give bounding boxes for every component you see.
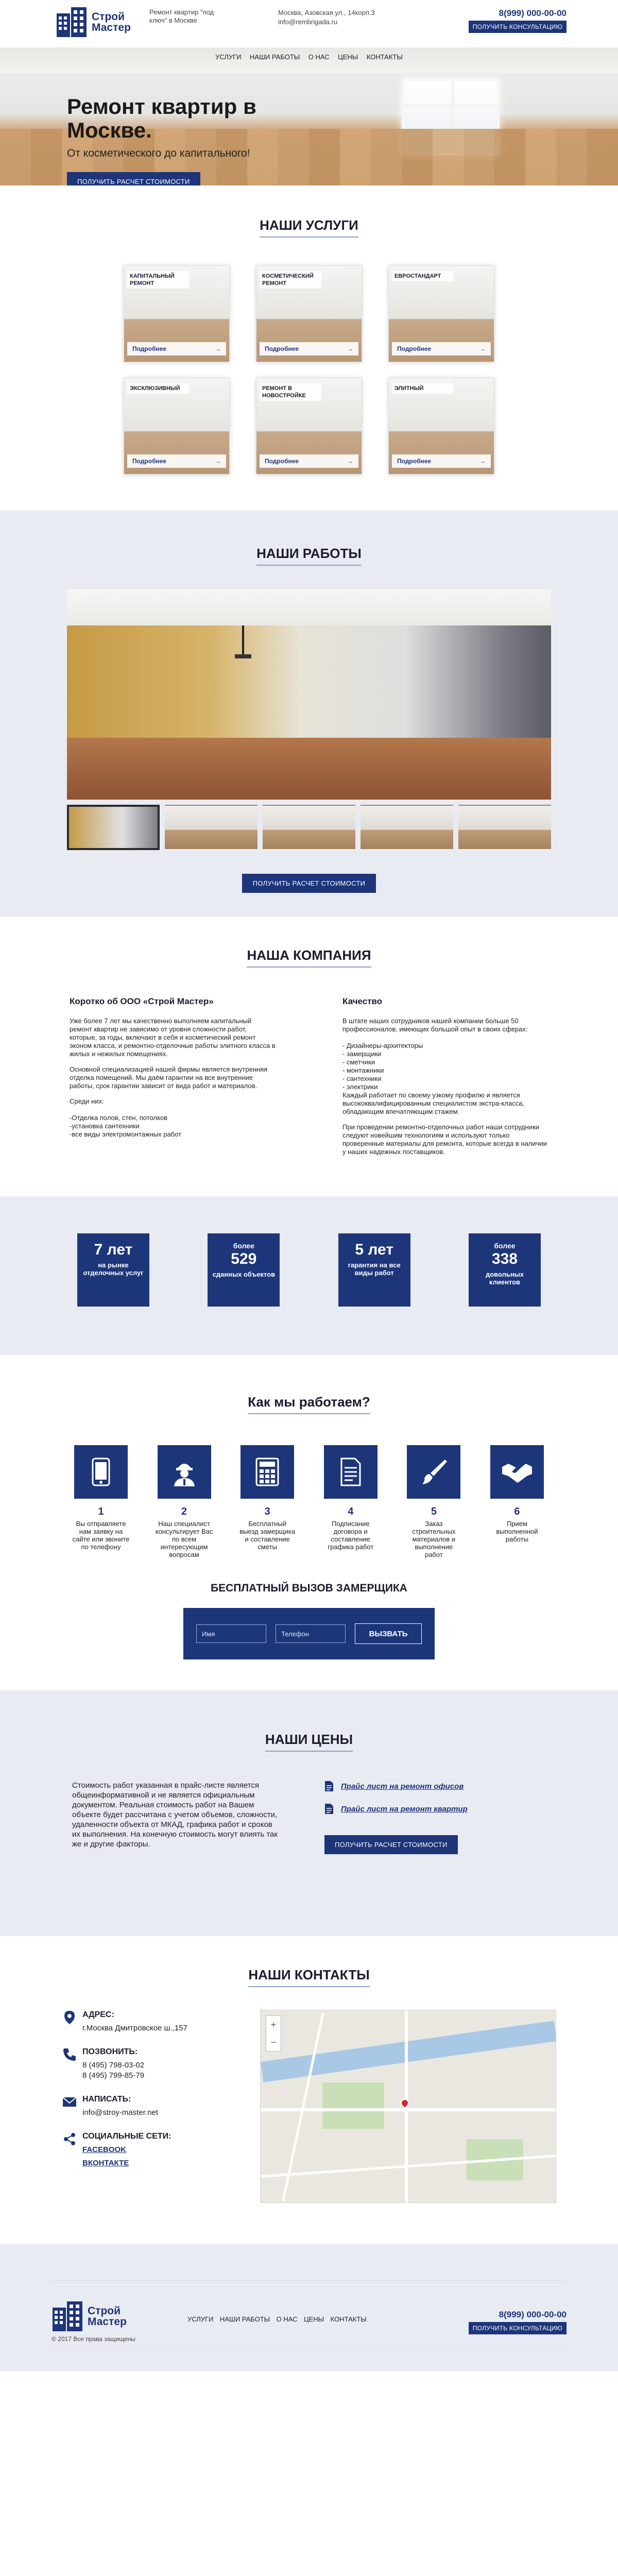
service-card-label: ЭКСКЛЮЗИВНЫЙ xyxy=(127,383,189,394)
how-title xyxy=(0,1394,618,1414)
services-section xyxy=(0,185,618,511)
header-email[interactable]: info@rembrigada.ru xyxy=(278,18,338,26)
company-columns xyxy=(70,997,548,1163)
logo-text xyxy=(92,11,131,33)
arrow-right-icon: → xyxy=(479,345,486,352)
zoom-out-icon[interactable]: − xyxy=(270,2037,277,2047)
service-card-capital[interactable] xyxy=(124,265,230,362)
contact-write-heading: НАПИСАТЬ: xyxy=(82,2095,131,2104)
arrow-right-icon: → xyxy=(347,457,353,465)
works-title xyxy=(0,546,618,566)
process-steps xyxy=(72,1445,546,1558)
service-card-exclusive[interactable] xyxy=(124,378,230,474)
contacts-info xyxy=(62,2010,232,2203)
works-photo-ceiling xyxy=(67,589,551,625)
contract-icon xyxy=(324,1445,377,1499)
nav-services[interactable]: УСЛУГИ xyxy=(215,53,242,61)
footer-phone[interactable]: 8(999) 000-00-00 xyxy=(499,2310,566,2319)
works-thumbnail[interactable] xyxy=(263,805,355,850)
works-title-accent: РАБОТЫ xyxy=(302,546,362,561)
phone-icon xyxy=(74,1445,128,1499)
location-map[interactable] xyxy=(260,2010,556,2203)
stat-years xyxy=(77,1233,149,1307)
service-card-label: ЭЛИТНЫЙ xyxy=(392,383,454,394)
contact-social-body xyxy=(82,2131,171,2168)
header-contact xyxy=(469,8,566,33)
footer-contact xyxy=(469,2310,566,2334)
hero-content xyxy=(67,95,335,185)
location-pin-icon xyxy=(62,2010,77,2025)
contact-call-heading: ПОЗВОНИТЬ: xyxy=(82,2047,138,2056)
contact-email-value[interactable]: info@stroy-master.net xyxy=(82,2108,158,2117)
step-text: Подписание договора и составление графика работ xyxy=(328,1520,374,1551)
price-list-offices-link[interactable] xyxy=(324,1781,546,1792)
hero-cta-button[interactable]: ПОЛУЧИТЬ РАСЧЕТ СТОИМОСТИ xyxy=(67,172,200,185)
works-thumbnails xyxy=(67,805,551,850)
service-card-label: ЕВРОСТАНДАРТ xyxy=(392,271,454,281)
contact-social-heading: СОЦИАЛЬНЫЕ СЕТИ: xyxy=(82,2132,171,2141)
company-about-column xyxy=(70,997,276,1163)
service-more-label: Подробнее xyxy=(397,345,432,352)
service-card-label: РЕМОНТ В НОВОСТРОЙКЕ xyxy=(260,383,321,401)
map-park xyxy=(322,2082,384,2129)
share-icon xyxy=(62,2131,77,2147)
step-text: Заказ строительных материалов и выполнение работ xyxy=(412,1520,456,1558)
map-road xyxy=(261,2108,556,2111)
zoom-in-icon[interactable]: + xyxy=(270,2019,277,2030)
process-step xyxy=(322,1445,380,1558)
works-thumbnail[interactable] xyxy=(360,805,453,850)
logo-building-icon xyxy=(56,6,88,38)
calculator-icon xyxy=(241,1445,294,1499)
company-section xyxy=(0,917,618,1196)
prices-cta-button[interactable]: ПОЛУЧИТЬ РАСЧЕТ СТОИМОСТИ xyxy=(324,1835,458,1854)
step-text: Прием выполненной работы xyxy=(496,1520,538,1543)
price-link-label: Прайс лист на ремонт офисов xyxy=(341,1782,464,1791)
service-card-eurostandard[interactable] xyxy=(388,265,494,362)
map-zoom-controls xyxy=(266,2015,281,2052)
callback-title: БЕСПЛАТНЫЙ ВЫЗОВ ЗАМЕРЩИКА xyxy=(211,1582,407,1594)
vkontakte-link[interactable]: ВКОНТАКТЕ xyxy=(82,2159,129,2167)
services-title-text xyxy=(260,217,358,238)
envelope-icon xyxy=(62,2094,77,2110)
header-phone[interactable]: 8(999) 000-00-00 xyxy=(499,8,566,18)
prices-links xyxy=(324,1781,546,1854)
site-header xyxy=(0,0,618,47)
company-about-heading: Коротко об ООО «Строй Мастер» xyxy=(70,996,214,1006)
step-number: 5 xyxy=(431,1506,437,1517)
service-card-cosmetic[interactable] xyxy=(256,265,362,362)
service-more-label: Подробнее xyxy=(265,457,299,465)
service-card-newbuild[interactable] xyxy=(256,378,362,474)
contact-email-body xyxy=(82,2094,158,2118)
stat-objects xyxy=(208,1233,280,1307)
facebook-link[interactable]: FACEBOOK xyxy=(82,2145,127,2154)
nav-works[interactable]: НАШИ РАБОТЫ xyxy=(249,53,300,61)
step-text: Наш специалист консультирует Вас по всем интересующим вопросам xyxy=(155,1520,213,1558)
works-photo-floor xyxy=(67,738,551,800)
stat-prefix: более xyxy=(233,1242,254,1250)
process-step xyxy=(72,1445,130,1558)
company-about-p2: Основной специализацией нашей фирмы является внутренняя отделка помещений. Мы даём гарантии на все внутренние работы, срок гарантии зависит от вида работ и материалов. xyxy=(70,1065,268,1090)
hero-title: Ремонт квартир в Москве. xyxy=(67,94,256,142)
arrow-right-icon: → xyxy=(347,345,353,352)
prices-columns xyxy=(72,1781,546,1854)
contact-address xyxy=(62,2010,232,2033)
step-number: 3 xyxy=(264,1506,270,1517)
works-title-prefix: НАШИ xyxy=(256,546,299,561)
price-link-label: Прайс лист на ремонт квартир xyxy=(341,1804,468,1814)
services-grid xyxy=(124,265,494,474)
callback-block xyxy=(0,1582,618,1659)
header-address xyxy=(278,8,397,27)
company-title-text: НАША КОМПАНИЯ xyxy=(247,947,371,968)
contact-address-heading: АДРЕС: xyxy=(82,2010,114,2019)
stat-label: на рынке отделочных услуг xyxy=(83,1261,144,1277)
services-title-prefix: НАШИ xyxy=(260,217,302,233)
how-section xyxy=(0,1355,618,1690)
prices-section xyxy=(0,1690,618,1936)
logo[interactable] xyxy=(56,6,131,38)
how-title-text: Как мы работаем? xyxy=(248,1394,370,1414)
footer-logo-text xyxy=(88,2306,127,2327)
callback-form xyxy=(183,1608,435,1659)
footer-nav xyxy=(187,2315,371,2324)
service-more-link[interactable] xyxy=(392,454,491,468)
step-number: 2 xyxy=(181,1506,187,1517)
company-title xyxy=(0,947,618,968)
prices-title xyxy=(0,1732,618,1752)
logo-line2: Мастер xyxy=(92,22,131,33)
callback-submit-button[interactable]: ВЫЗВАТЬ xyxy=(355,1623,422,1644)
stat-clients xyxy=(469,1233,541,1307)
contact-phones-body xyxy=(82,2047,144,2081)
works-title-text xyxy=(256,546,362,566)
company-about-p1: Уже более 7 лет мы качественно выполняем капитальный ремонт квартир не зависимо от уровня сложности работ, которые, за годы, включают в себя и косметический ремонт эконом класса, и ремонтно-отделочные работы элитного класса в жилых и нежилых помещениях. xyxy=(70,1017,276,1058)
works-thumbnail[interactable] xyxy=(165,805,258,850)
map-river xyxy=(261,2021,556,2082)
copyright: © 2017 Все права защищены xyxy=(52,2335,135,2343)
service-more-link[interactable] xyxy=(127,454,226,468)
service-more-link[interactable] xyxy=(127,342,226,355)
site-footer xyxy=(0,2244,618,2371)
stat-label: довольных клиентов xyxy=(485,1270,524,1286)
works-thumbnail[interactable] xyxy=(458,805,551,850)
hero-subtitle: От косметического до капитального! xyxy=(67,147,250,159)
process-step xyxy=(156,1445,213,1558)
step-text: Бесплатный выезд замерщика и составление сметы xyxy=(239,1520,296,1551)
step-text: Вы отправляете нам заявку на сайте или звоните по телефону xyxy=(72,1520,130,1551)
nav-about[interactable]: О НАС xyxy=(308,53,330,61)
service-more-link[interactable] xyxy=(392,342,491,355)
main-nav xyxy=(0,53,618,62)
stats-row xyxy=(77,1233,541,1307)
company-quality-heading: Качество xyxy=(342,996,383,1006)
name-input[interactable] xyxy=(196,1624,266,1643)
contacts-title xyxy=(0,1967,618,1987)
stats-section xyxy=(0,1196,618,1355)
process-step xyxy=(488,1445,546,1558)
brush-icon xyxy=(407,1445,460,1499)
contact-phone-1[interactable]: 8 (495) 798-03-02 xyxy=(82,2061,145,2070)
footer-nav-prices[interactable]: ЦЕНЫ xyxy=(304,2315,324,2323)
step-number: 6 xyxy=(514,1506,520,1517)
header-address-line: Москва, Азовская ул., 14корп.3 xyxy=(278,9,375,16)
service-more-link[interactable] xyxy=(260,454,358,468)
map-marker-icon[interactable] xyxy=(399,2097,411,2109)
logo-building-icon xyxy=(52,2300,83,2332)
contact-social xyxy=(62,2131,232,2168)
arrow-right-icon: → xyxy=(479,457,486,465)
contacts-section xyxy=(0,1936,618,2244)
footer-consult-button[interactable]: ПОЛУЧИТЬ КОНСУЛЬТАЦИЮ xyxy=(469,2322,566,2334)
stat-number: 7 лет xyxy=(94,1241,133,1258)
process-step xyxy=(238,1445,296,1558)
stat-label: сданных объектов xyxy=(212,1270,276,1278)
arrow-right-icon: → xyxy=(215,345,221,352)
contacts-columns xyxy=(62,2010,556,2203)
works-cta-button[interactable]: ПОЛУЧИТЬ РАСЧЕТ СТОИМОСТИ xyxy=(242,874,376,893)
step-number: 1 xyxy=(98,1506,104,1517)
arrow-right-icon: → xyxy=(215,457,221,465)
handshake-icon xyxy=(490,1445,544,1499)
service-card-elite[interactable] xyxy=(388,378,494,474)
document-icon xyxy=(324,1803,334,1815)
company-about-p3: Среди них: -Отделка полов, стен, потолков -установка сантехники -все виды электромонтажных работ xyxy=(70,1097,182,1138)
header-tagline: Ремонт квартир "под ключ" в Москве xyxy=(149,8,214,24)
footer-nav-services[interactable]: УСЛУГИ xyxy=(187,2315,214,2323)
services-title xyxy=(0,217,618,238)
stat-number: 529 xyxy=(231,1250,257,1267)
contact-phones xyxy=(62,2047,232,2081)
stat-number: 5 лет xyxy=(355,1241,393,1258)
price-list-apartments-link[interactable] xyxy=(324,1803,546,1815)
nav-contacts[interactable]: КОНТАКТЫ xyxy=(366,53,403,61)
service-more-link[interactable] xyxy=(260,342,358,355)
stat-label: гарантия на все виды работ xyxy=(348,1261,401,1277)
service-more-label: Подробнее xyxy=(132,457,167,465)
phone-handset-icon xyxy=(62,2047,77,2062)
footer-nav-about[interactable]: О НАС xyxy=(276,2315,298,2323)
process-step xyxy=(405,1445,462,1558)
prices-description: Стоимость работ указанная в прайс-листе является общеинформативной и не является официальным документом. Реальная стоимость работ на Вашем объекте будет рассчитана с учетом объемов, сложности, удаленности объекта от МКАД, графика работ и сроков их выполнения. На конечную стоимость могут влиять так же и другие факторы. xyxy=(72,1781,278,1849)
stat-number: 338 xyxy=(491,1250,518,1267)
works-section xyxy=(0,511,618,917)
service-card-label: КОСМЕТИЧЕСКИЙ РЕМОНТ xyxy=(260,271,321,289)
works-main-photo xyxy=(67,589,551,800)
contact-address-value: г.Москва Дмитровское ш.,157 xyxy=(82,2024,187,2032)
logo-line1: Строй xyxy=(88,2305,121,2317)
footer-logo[interactable] xyxy=(52,2300,127,2332)
hero-section xyxy=(0,47,618,185)
prices-title-text: НАШИ ЦЕНЫ xyxy=(265,1732,353,1752)
phone-input[interactable] xyxy=(276,1624,346,1643)
contacts-title-text: НАШИ КОНТАКТЫ xyxy=(248,1967,369,1987)
works-thumbnail[interactable] xyxy=(67,805,160,850)
footer-nav-contacts[interactable]: КОНТАКТЫ xyxy=(330,2315,367,2323)
consultant-icon xyxy=(158,1445,211,1499)
logo-line2: Мастер xyxy=(88,2316,127,2328)
nav-prices[interactable]: ЦЕНЫ xyxy=(338,53,358,61)
stat-prefix: более xyxy=(494,1242,516,1250)
contact-email xyxy=(62,2094,232,2118)
contact-address-body xyxy=(82,2010,187,2033)
services-title-accent: УСЛУГИ xyxy=(305,217,358,233)
contact-phone-2[interactable]: 8 (495) 799-85-79 xyxy=(82,2071,145,2080)
company-quality-p1: В штате наших сотрудников нашей компании больше 50 профессионалов, имеющих большой опыт в своих сферах: - Дизайнеры-архитекторы - замерщики - сметчики - монтажники - сантехники - электрики Каждый работает по своему узкому профилю и является высококвалифицированным специалистом экстра-класса, обладающим впечатляющим стажем. xyxy=(342,1017,528,1115)
service-more-label: Подробнее xyxy=(265,345,299,352)
company-quality-p2: При проведении ремонтно-отделочных работ наши сотрудники следуют новейшим технологиям и используют только проверенные материалы для ремонта, которые всегда в наличии у наших надежных поставщиков. xyxy=(342,1123,547,1156)
document-icon xyxy=(324,1781,334,1792)
company-quality-column xyxy=(342,997,548,1163)
service-more-label: Подробнее xyxy=(397,457,432,465)
footer-nav-works[interactable]: НАШИ РАБОТЫ xyxy=(219,2315,270,2323)
step-number: 4 xyxy=(348,1506,354,1517)
stat-warranty xyxy=(338,1233,410,1307)
service-card-label: КАПИТАЛЬНЫЙ РЕМОНТ xyxy=(127,271,189,289)
logo-line1: Строй xyxy=(92,11,125,23)
service-more-label: Подробнее xyxy=(132,345,167,352)
works-photo-lamp xyxy=(242,625,244,656)
header-consult-button[interactable]: ПОЛУЧИТЬ КОНСУЛЬТАЦИЮ xyxy=(469,21,566,33)
